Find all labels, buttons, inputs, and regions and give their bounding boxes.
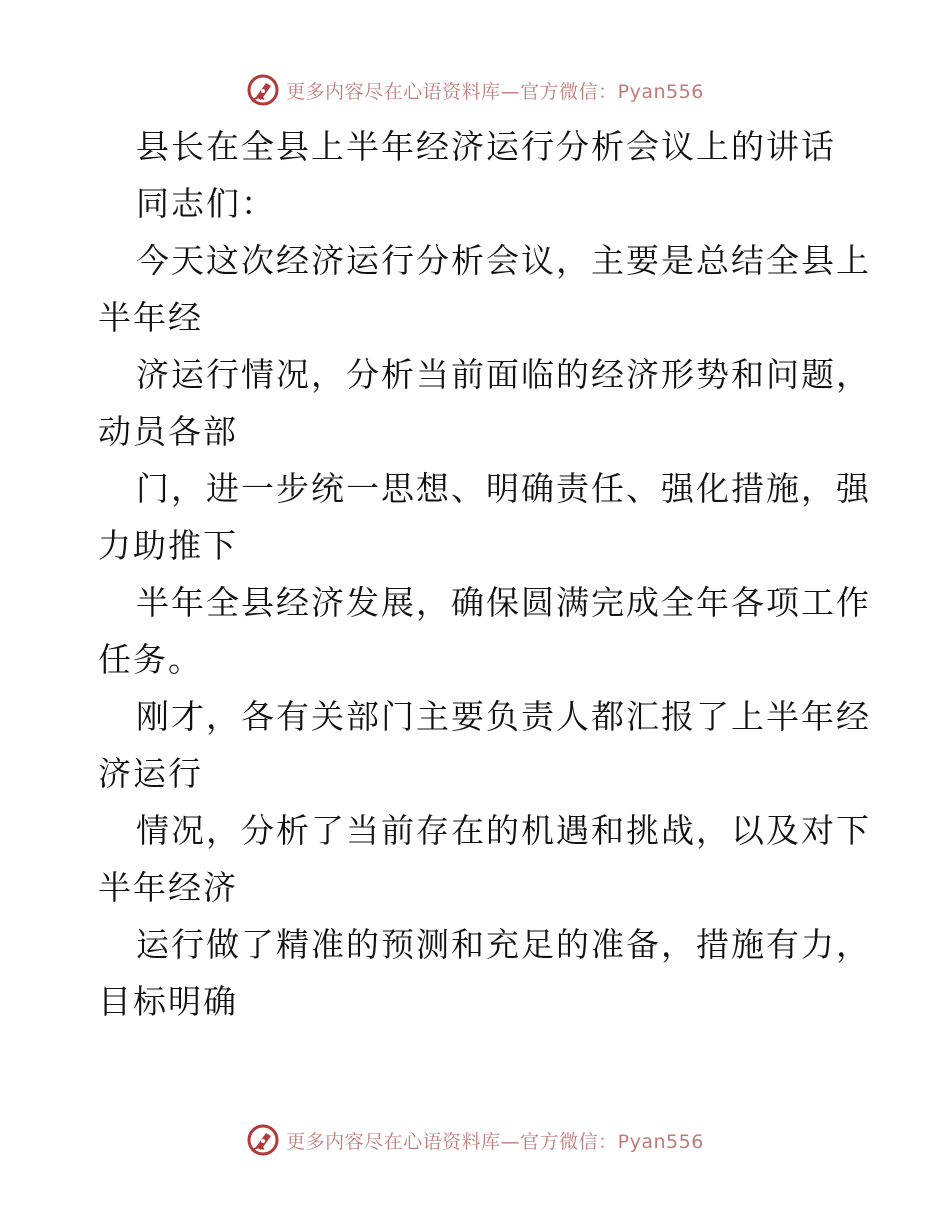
paragraph-line: 目标明确 <box>98 982 238 1021</box>
paragraph-line: 情况，分析了当前存在的机遇和挑战，以及对下 <box>136 811 871 850</box>
paragraph-line: 济运行情况，分析当前面临的经济形势和问题， <box>136 355 871 394</box>
pen-nib-logo-icon <box>246 1123 280 1157</box>
paragraph-line: 半年全县经济发展，确保圆满完成全年各项工作 <box>136 583 871 622</box>
watermark-header <box>0 70 950 110</box>
pen-nib-logo-icon <box>246 73 280 107</box>
salutation: 同志们： <box>136 184 276 223</box>
watermark-text: 更多内容尽在心语资料库—官方微信：Pyan556 <box>286 80 704 103</box>
paragraph-line: 动员各部 <box>98 412 238 451</box>
paragraph-line: 门，进一步统一思想、明确责任、强化措施，强 <box>136 469 871 508</box>
watermark-text: 更多内容尽在心语资料库—官方微信：Pyan556 <box>286 1130 704 1153</box>
document-body <box>98 118 871 1030</box>
paragraph-line: 半年经 <box>98 298 203 337</box>
paragraph-line: 运行做了精准的预测和充足的准备，措施有力， <box>136 925 871 964</box>
paragraph-line: 力助推下 <box>98 526 238 565</box>
document-title: 县长在全县上半年经济运行分析会议上的讲话 <box>136 127 836 166</box>
paragraph-line: 济运行 <box>98 754 203 793</box>
paragraph-line: 任务。 <box>98 640 203 679</box>
paragraph-line: 刚才，各有关部门主要负责人都汇报了上半年经 <box>136 697 871 736</box>
paragraph-line: 今天这次经济运行分析会议，主要是总结全县上 <box>136 241 871 280</box>
watermark-footer <box>0 1120 950 1160</box>
paragraph-line: 半年经济 <box>98 868 238 907</box>
